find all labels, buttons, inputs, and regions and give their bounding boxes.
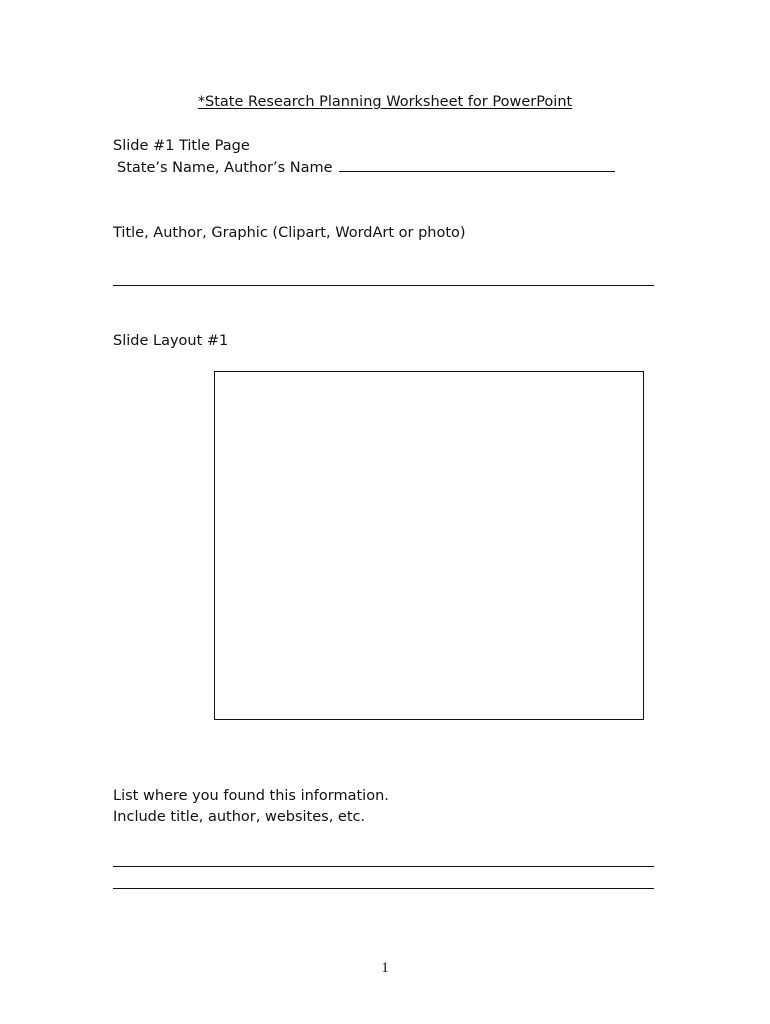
worksheet-title: *State Research Planning Worksheet for PowerPoint bbox=[197, 94, 573, 110]
sources-prompt-line-2: Include title, author, websites, etc. bbox=[113, 809, 366, 825]
slide-layout-heading: Slide Layout #1 bbox=[113, 333, 229, 349]
sources-prompt-line-1: List where you found this information. bbox=[113, 788, 389, 804]
name-answer-blank[interactable] bbox=[339, 160, 615, 172]
slide-heading: Slide #1 Title Page bbox=[113, 138, 250, 154]
graphic-prompt: Title, Author, Graphic (Clipart, WordArt or photo) bbox=[113, 225, 466, 241]
name-prompt-row bbox=[117, 160, 615, 176]
sources-answer-blank-2[interactable] bbox=[113, 888, 654, 889]
sources-answer-blank-1[interactable] bbox=[113, 866, 654, 867]
graphic-answer-blank[interactable] bbox=[113, 285, 654, 286]
name-prompt-label: State’s Name, Author’s Name bbox=[117, 160, 333, 176]
slide-layout-box[interactable] bbox=[214, 371, 644, 720]
page-number: 1 bbox=[381, 960, 389, 976]
